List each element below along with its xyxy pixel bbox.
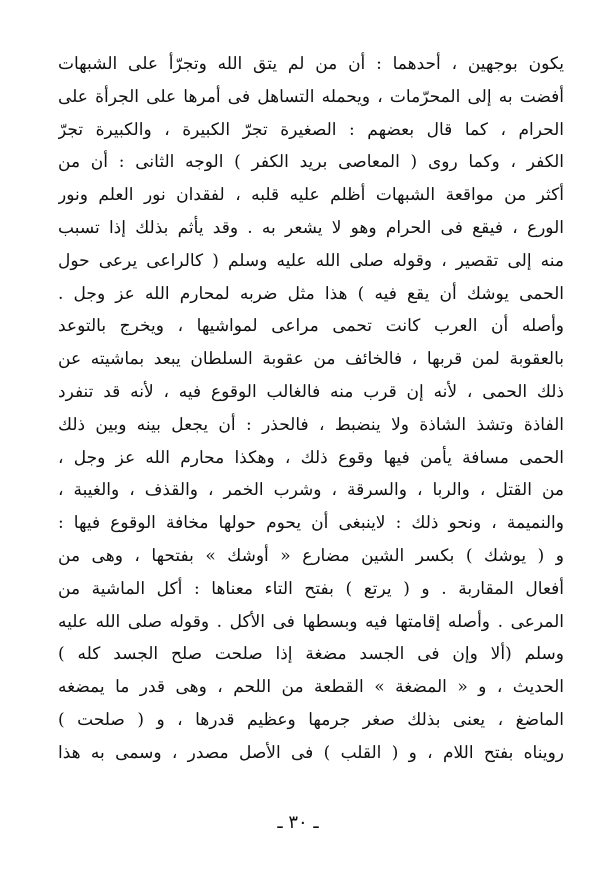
text-line-20: الحديث ، و « المضغة » القطعة من اللحم ، وهى قدر ما يمضغه [58,677,564,698]
text-line-14: من القتل ، والربا ، والسرقة ، وشرب الخمر ، والقذف ، والغيبة ، [58,480,564,501]
text-line-8: الحمى يوشك أن يقع فيه ) هذا مثل ضربه لمحارم الله عز وجل . [58,283,564,304]
text-line-16: و ( يوشك ) بكسر الشين مضارع « أوشك » بفتحها ، وهى من [58,545,564,566]
text-line-12: الفاذة وتشذ الشاذة ولا ينضبط ، فالحذر : أن يجعل بينه وبين ذلك [58,414,564,435]
text-line-11: ذلك الحمى ، لأنه إن قرب منه فالغالب الوقوع فيه ، لأنه قد تنفرد [58,381,564,402]
text-line-5: أكثر من مواقعة الشبهات أظلم عليه قلبه ، لفقدان نور العلم ونور [58,185,564,206]
body-text [58,48,564,770]
text-line-18: المرعى . وأصله إقامتها فيه وبسطها فى الأكل . وقوله صلى الله عليه [58,611,564,632]
text-line-6: الورع ، فيقع فى الحرام وهو لا يشعر به . وقد يأثم بذلك إذا تسبب [58,217,564,238]
text-line-22: رويناه بفتح اللام ، و ( القلب ) فى الأصل مصدر ، وسمى به هذا [58,742,564,763]
text-line-7: منه إلى تقصير ، وقوله صلى الله عليه وسلم ( كالراعى يرعى حول [58,250,564,271]
text-line-4: الكفر ، وكما روى ( المعاصى بريد الكفر ) الوجه الثانى : أن من [58,152,564,173]
text-line-21: الماضغ ، يعنى بذلك صغر جرمها وعظيم قدرها ، و ( صلحت ) [58,709,564,730]
text-line-3: الحرام ، كما قال بعضهم : الصغيرة تجرّ الكبيرة ، والكبيرة تجرّ [58,119,564,140]
text-line-19: وسلم (ألا وإن فى الجسد مضغة إذا صلحت صلح الجسد كله ) [58,644,564,665]
text-line-13: الحمى مسافة يأمن فيها وقوع ذلك ، وهكذا محارم الله عز وجل ، [58,447,564,468]
text-line-9: وأصله أن العرب كانت تحمى مراعى لمواشيها ، ويخرج بالتوعد [58,316,564,337]
text-line-2: أفضت به إلى المحرّمات ، ويحمله التساهل فى أمرها على الجرأة على [58,86,564,107]
page-number: ـ ٣٠ ـ [277,812,319,833]
text-line-1: يكون بوجهين ، أحدهما : أن من لم يتق الله وتجرّأ على الشبهات [58,54,564,74]
text-line-17: أفعال المقاربة . و ( يرتع ) بفتح التاء معناها : أكل الماشية من [58,578,564,599]
text-line-10: بالعقوبة لمن قربها ، فالخائف من عقوبة السلطان يبعد بماشيته عن [58,349,564,370]
text-line-15: والنميمة ، ونحو ذلك : لاينبغى أن يحوم حولها مخافة الوقوع فيها : [58,513,564,534]
